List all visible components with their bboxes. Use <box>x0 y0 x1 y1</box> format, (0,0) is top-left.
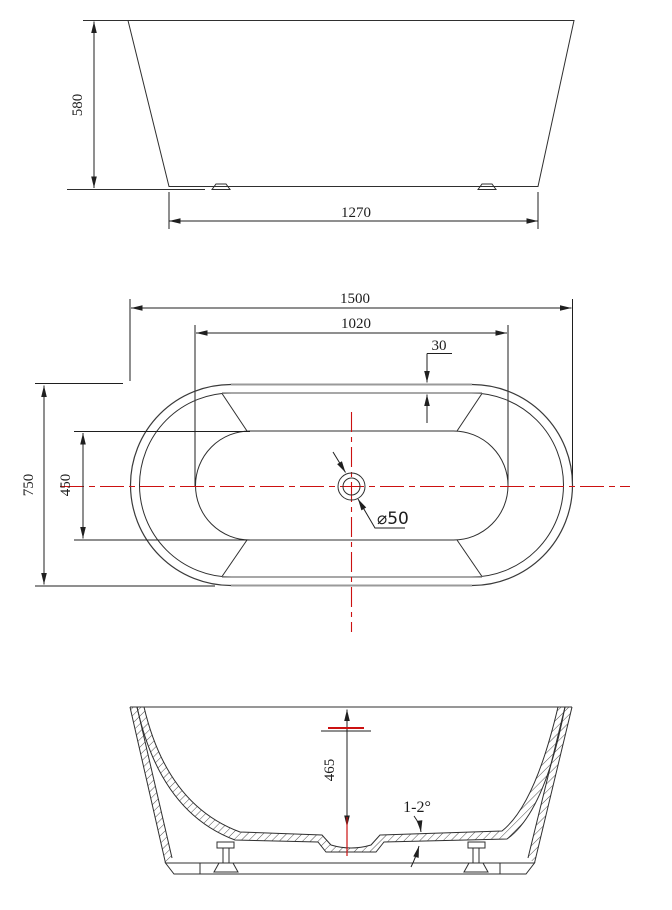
foot-base <box>214 863 238 872</box>
dim-basin-width-label: 450 <box>58 473 74 497</box>
foot-top-plate <box>468 842 485 848</box>
dim-overall-width-label: 750 <box>21 473 37 497</box>
slope-leader-upper <box>414 816 421 832</box>
slope-leader-lower <box>411 846 419 867</box>
foot-top-plate <box>217 842 234 848</box>
dim-basin-length-label: 1020 <box>341 316 371 332</box>
corner-slope-line <box>457 394 482 432</box>
base-corner-right <box>500 863 535 874</box>
foot-stem <box>473 848 479 863</box>
drain-leader-upper <box>333 452 346 473</box>
dim-rim-width-label: 30 <box>431 338 447 354</box>
section-view <box>130 707 572 874</box>
dim-drain-label: ⌀50 <box>377 509 409 529</box>
dim-slope-label: 1-2° <box>403 799 431 816</box>
base-corner-left <box>166 863 201 874</box>
corner-slope-line <box>457 540 482 577</box>
dim-base-width-label: 1270 <box>341 205 371 221</box>
dim-height-label: 580 <box>70 93 86 117</box>
section-foot-left <box>214 842 238 872</box>
plan-view <box>21 291 630 632</box>
corner-slope-line <box>222 540 247 577</box>
foot-base <box>464 863 488 872</box>
front-elevation-view <box>67 21 574 230</box>
dim-overall-length-label: 1500 <box>340 291 370 307</box>
tub-front-outline <box>83 21 574 187</box>
dim-depth-label: 465 <box>322 758 338 782</box>
foot-stem <box>223 848 229 863</box>
section-foot-right <box>464 842 488 872</box>
corner-slope-line <box>222 394 247 432</box>
